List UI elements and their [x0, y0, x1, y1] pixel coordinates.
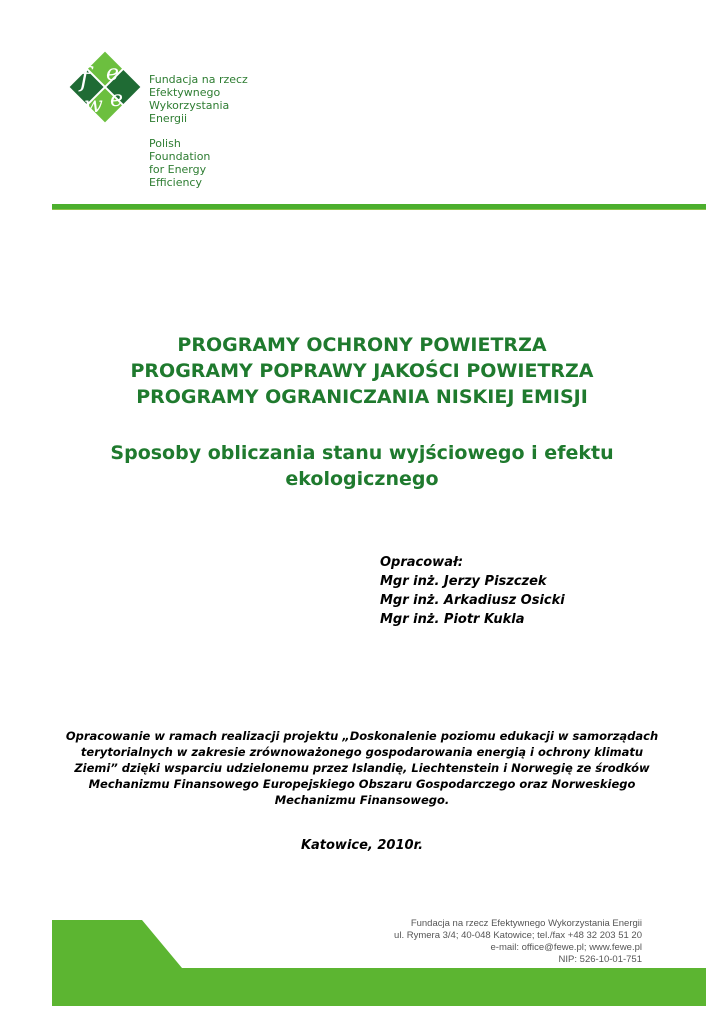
footer-nip: NIP: 526-10-01-751	[558, 954, 642, 965]
footer-org-name: Fundacja na rzecz Efektywnego Wykorzystania Energii	[410, 918, 642, 929]
org-name-pl-line: Efektywnego	[149, 86, 221, 99]
org-name-en-line: Polish	[149, 137, 181, 150]
author-name: Mgr inż. Piotr Kukla	[380, 612, 525, 627]
author-name: Mgr inż. Jerzy Piszczek	[380, 574, 547, 589]
project-note: Opracowanie w ramach realizacji projektu „Doskonalenie poziomu edukacji w samorządach terytorialnych w zakresie zrównoważonego gospodarowania energią i ochrony klimatu Ziemi” dzięki wsparciu udzielonemu przez Islandię, Liechtenstein i Norwegię ze środków Mechanizmu Finansowego Europejskiego Obszaru Gospodarczego oraz Norweskiego Mechanizmu Finansowego.	[65, 729, 659, 807]
header-divider-thin	[52, 209, 706, 210]
org-name-pl-line: Energii	[149, 112, 188, 125]
organization-name	[149, 73, 248, 189]
org-name-pl-line: Fundacja na rzecz	[149, 73, 248, 86]
author-name: Mgr inż. Arkadiusz Osicki	[380, 593, 565, 608]
org-name-en-line: Efficiency	[149, 176, 202, 189]
footer-contact	[394, 918, 642, 966]
document-title: PROGRAMY OGRANICZANIA NISKIEJ EMISJI	[136, 386, 588, 408]
document-titles	[40, 332, 684, 410]
fewe-logo-icon	[66, 48, 144, 126]
org-name-en-line: for Energy	[149, 163, 207, 176]
logo-glyph: e	[106, 61, 120, 86]
logo-glyph: f	[80, 63, 90, 93]
footer-address: ul. Rymera 3/4; 40-048 Katowice; tel./fax +48 32 203 51 20	[394, 930, 642, 941]
logo-glyph: e	[110, 87, 124, 112]
org-name-en-line: Foundation	[149, 150, 211, 163]
authors-label: Opracował:	[380, 555, 464, 570]
document-title: PROGRAMY OCHRONY POWIETRZA	[177, 334, 547, 356]
document-title: PROGRAMY POPRAWY JAKOŚCI POWIETRZA	[130, 360, 594, 382]
org-name-pl-line: Wykorzystania	[149, 99, 230, 112]
document-subtitle: Sposoby obliczania stanu wyjściowego i efektu ekologicznego	[110, 442, 614, 490]
authors-block	[380, 553, 565, 629]
place-date: Katowice, 2010r.	[300, 838, 424, 853]
footer-email: e-mail: office@fewe.pl; www.fewe.pl	[490, 942, 642, 953]
logo-glyph: w	[84, 93, 103, 118]
